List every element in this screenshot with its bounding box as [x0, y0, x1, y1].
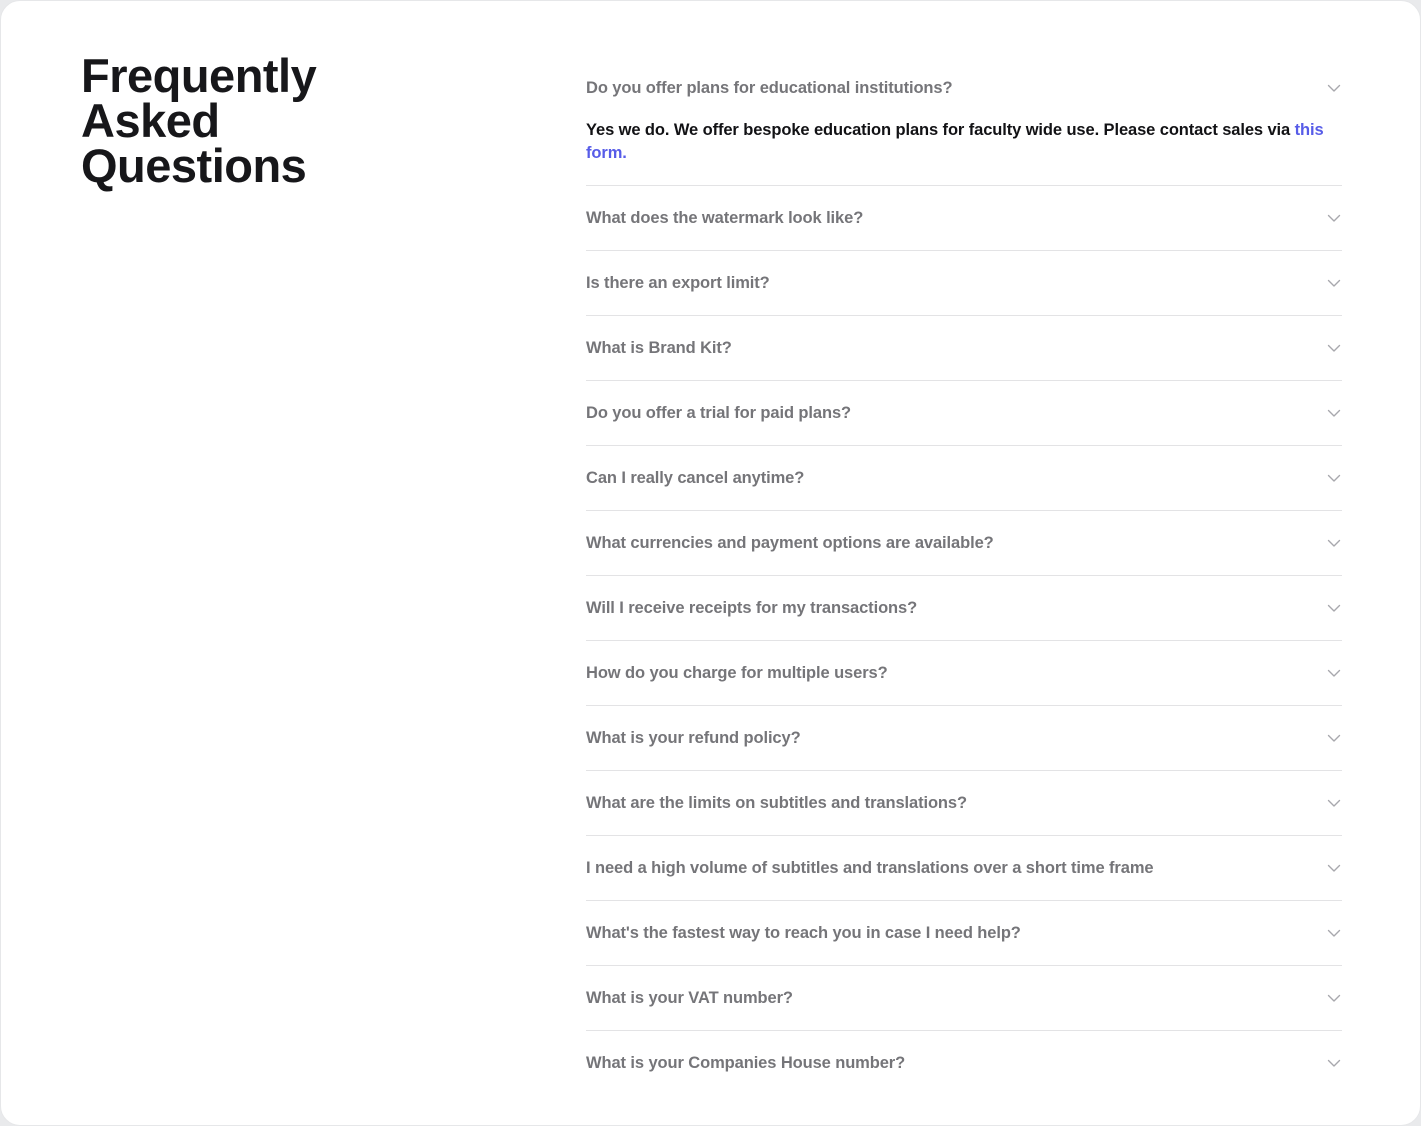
chevron-down-icon	[1327, 344, 1341, 353]
faq-item	[586, 966, 1342, 1031]
faq-item	[586, 446, 1342, 511]
faq-item	[586, 771, 1342, 836]
faq-question-text: Do you offer plans for educational institutions?	[586, 79, 953, 97]
faq-item	[586, 706, 1342, 771]
faq-answer-text: Yes we do. We offer bespoke education plans for faculty wide use. Please contact sales via	[586, 121, 1295, 139]
heading-column	[81, 1, 586, 1095]
faq-question-toggle[interactable]	[586, 727, 1342, 750]
faq-question-text: What currencies and payment options are available?	[586, 534, 994, 552]
faq-question-text: Is there an export limit?	[586, 274, 770, 292]
faq-list	[586, 1, 1342, 1095]
faq-item	[586, 901, 1342, 966]
faq-item	[586, 56, 1342, 186]
faq-question-text: What is your VAT number?	[586, 989, 793, 1007]
chevron-down-icon	[1327, 409, 1341, 418]
chevron-down-icon	[1327, 84, 1341, 93]
chevron-down-icon	[1327, 279, 1341, 288]
chevron-down-icon	[1327, 539, 1341, 548]
faq-question-text: What is your Companies House number?	[586, 1054, 906, 1072]
faq-question-toggle[interactable]	[586, 337, 1342, 360]
chevron-down-icon	[1327, 799, 1341, 808]
chevron-down-icon	[1327, 734, 1341, 743]
faq-question-toggle[interactable]	[586, 597, 1342, 620]
chevron-down-icon	[1327, 214, 1341, 223]
faq-item	[586, 381, 1342, 446]
faq-question-toggle[interactable]	[586, 922, 1342, 945]
chevron-down-icon	[1327, 1059, 1341, 1068]
faq-question-text: I need a high volume of subtitles and translations over a short time frame	[586, 859, 1154, 877]
faq-question-text: Will I receive receipts for my transactions?	[586, 599, 918, 617]
faq-question-toggle[interactable]	[586, 272, 1342, 295]
faq-question-text: Do you offer a trial for paid plans?	[586, 404, 852, 422]
faq-question-text: How do you charge for multiple users?	[586, 664, 888, 682]
faq-item	[586, 251, 1342, 316]
chevron-down-icon	[1327, 604, 1341, 613]
faq-question-toggle[interactable]	[586, 792, 1342, 815]
page-title: Frequently Asked Questions	[81, 49, 317, 192]
faq-question-text: What's the fastest way to reach you in case I need help?	[586, 924, 1021, 942]
chevron-down-icon	[1327, 669, 1341, 678]
faq-item	[586, 836, 1342, 901]
faq-question-toggle[interactable]	[586, 1052, 1342, 1075]
faq-section	[1, 1, 1420, 1095]
faq-item	[586, 186, 1342, 251]
faq-question-toggle[interactable]	[586, 77, 1342, 100]
chevron-down-icon	[1327, 994, 1341, 1003]
faq-item	[586, 316, 1342, 381]
chevron-down-icon	[1327, 929, 1341, 938]
chevron-down-icon	[1327, 474, 1341, 483]
faq-item	[586, 641, 1342, 706]
faq-question-text: What is Brand Kit?	[586, 339, 732, 357]
faq-answer	[586, 119, 1342, 165]
faq-question-text: What is your refund policy?	[586, 729, 801, 747]
faq-question-toggle[interactable]	[586, 402, 1342, 425]
faq-item	[586, 576, 1342, 641]
faq-question-text: What does the watermark look like?	[586, 209, 864, 227]
chevron-down-icon	[1327, 864, 1341, 873]
contact-sales-link[interactable]: this form.	[586, 121, 1324, 162]
faq-question-text: Can I really cancel anytime?	[586, 469, 805, 487]
faq-question-toggle[interactable]	[586, 532, 1342, 555]
faq-question-toggle[interactable]	[586, 857, 1342, 880]
faq-question-toggle[interactable]	[586, 662, 1342, 685]
faq-question-text: What are the limits on subtitles and translations?	[586, 794, 967, 812]
faq-question-toggle[interactable]	[586, 207, 1342, 230]
faq-question-toggle[interactable]	[586, 987, 1342, 1010]
faq-question-toggle[interactable]	[586, 467, 1342, 490]
faq-item	[586, 1031, 1342, 1095]
faq-item	[586, 511, 1342, 576]
